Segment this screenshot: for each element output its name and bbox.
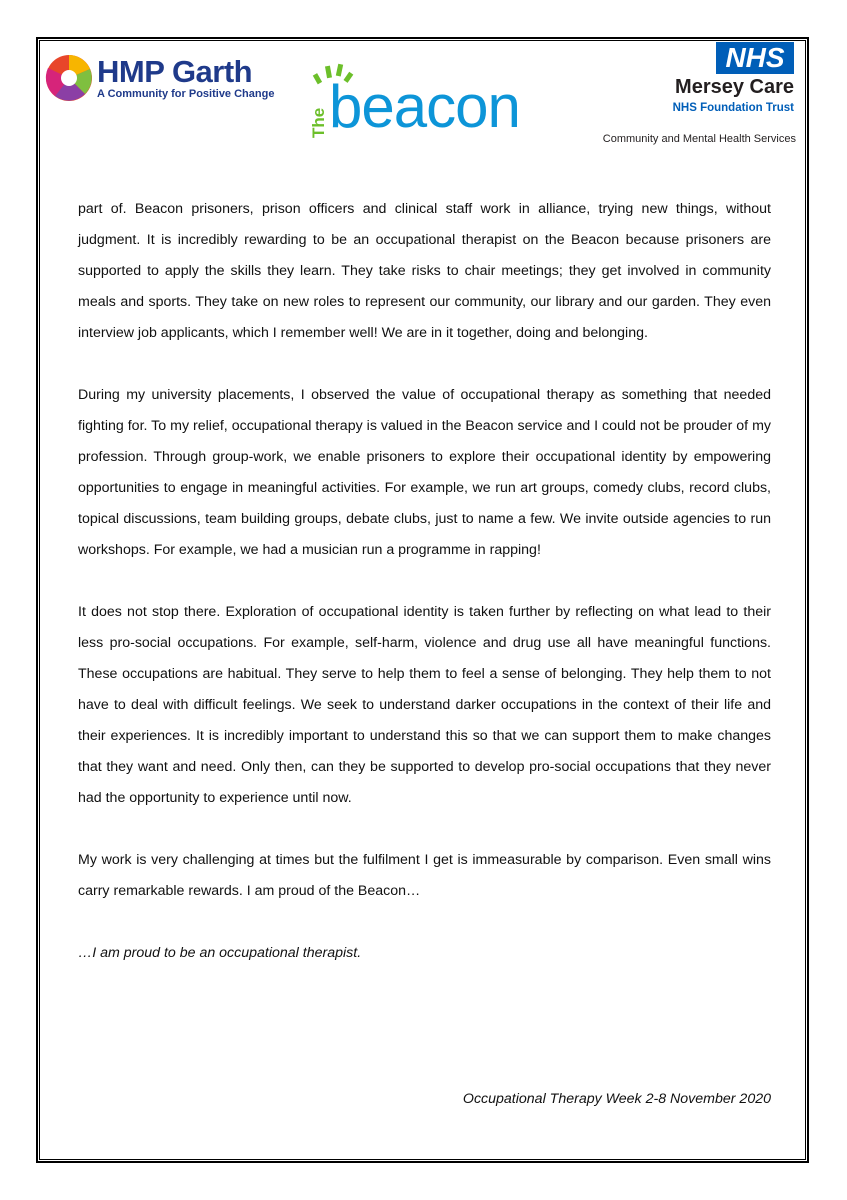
paragraph: It does not stop there. Exploration of occupational identity is taken further by reflecting on what lead to their less pro-social occupations. For example, self-harm, violence and drug use all have meaningful functions. These occupations are habitual. They serve to help them to feel a sense of belonging. They help them to not have to deal with difficult feelings. We seek to understand darker occupations in the context of their life and their experiences. It is incredibly important to understand this so that we can support them to make changes that they want and need. Only then, can they be supported to develop pro-social occupations that they never had the opportunity to experience until now. [78, 604, 771, 806]
event-footer: Occupational Therapy Week 2-8 November 2020 [462, 1091, 771, 1107]
nhs-badge: NHS [716, 42, 794, 74]
mersey-care-name: Mersey Care [675, 76, 794, 98]
article-body [78, 194, 771, 969]
closing-statement: …I am proud to be an occupational therapist. [78, 945, 362, 961]
beacon-logo [305, 62, 550, 142]
paragraph: part of. Beacon prisoners, prison officers and clinical staff work in alliance, trying new things, without judgment. It is incredibly rewarding to be an occupational therapist on the Beacon because prisoners are supported to apply the skills they learn. They take risks to chair meetings; they get involved in community meals and sports. They take on new roles to represent our community, our library and our garden. They even interview job applicants, which I remember well! We are in it together, doing and belonging. [78, 201, 771, 341]
beacon-the-label: The [309, 107, 328, 138]
nhs-mersey-care-logo [588, 42, 800, 152]
nhs-trust-label: NHS Foundation Trust [672, 102, 794, 114]
services-label: Community and Mental Health Services [602, 133, 796, 145]
paragraph: During my university placements, I observed the value of occupational therapy as something that needed fighting for. To my relief, occupational therapy is valued in the Beacon service and I could not be prouder of my profession. Through group-work, we enable prisoners to explore their occupational identity by empowering opportunities to engage in meaningful activities. For example, we run art groups, comedy clubs, record clubs, topical discussions, team building groups, debate clubs, just to name a few. We invite outside agencies to run workshops. For example, we had a musician run a programme in rapping! [78, 387, 771, 558]
hmp-garth-title: HMP Garth [97, 54, 253, 89]
paragraph: My work is very challenging at times but the fulfilment I get is immeasurable by comparison. Even small wins carry remarkable rewards. I am proud of the Beacon… [78, 852, 771, 899]
hmp-garth-emblem-icon [45, 54, 93, 102]
hmp-garth-logo [45, 52, 275, 104]
beacon-wordmark: beacon [329, 73, 520, 140]
hmp-garth-subtitle: A Community for Positive Change [97, 88, 275, 100]
